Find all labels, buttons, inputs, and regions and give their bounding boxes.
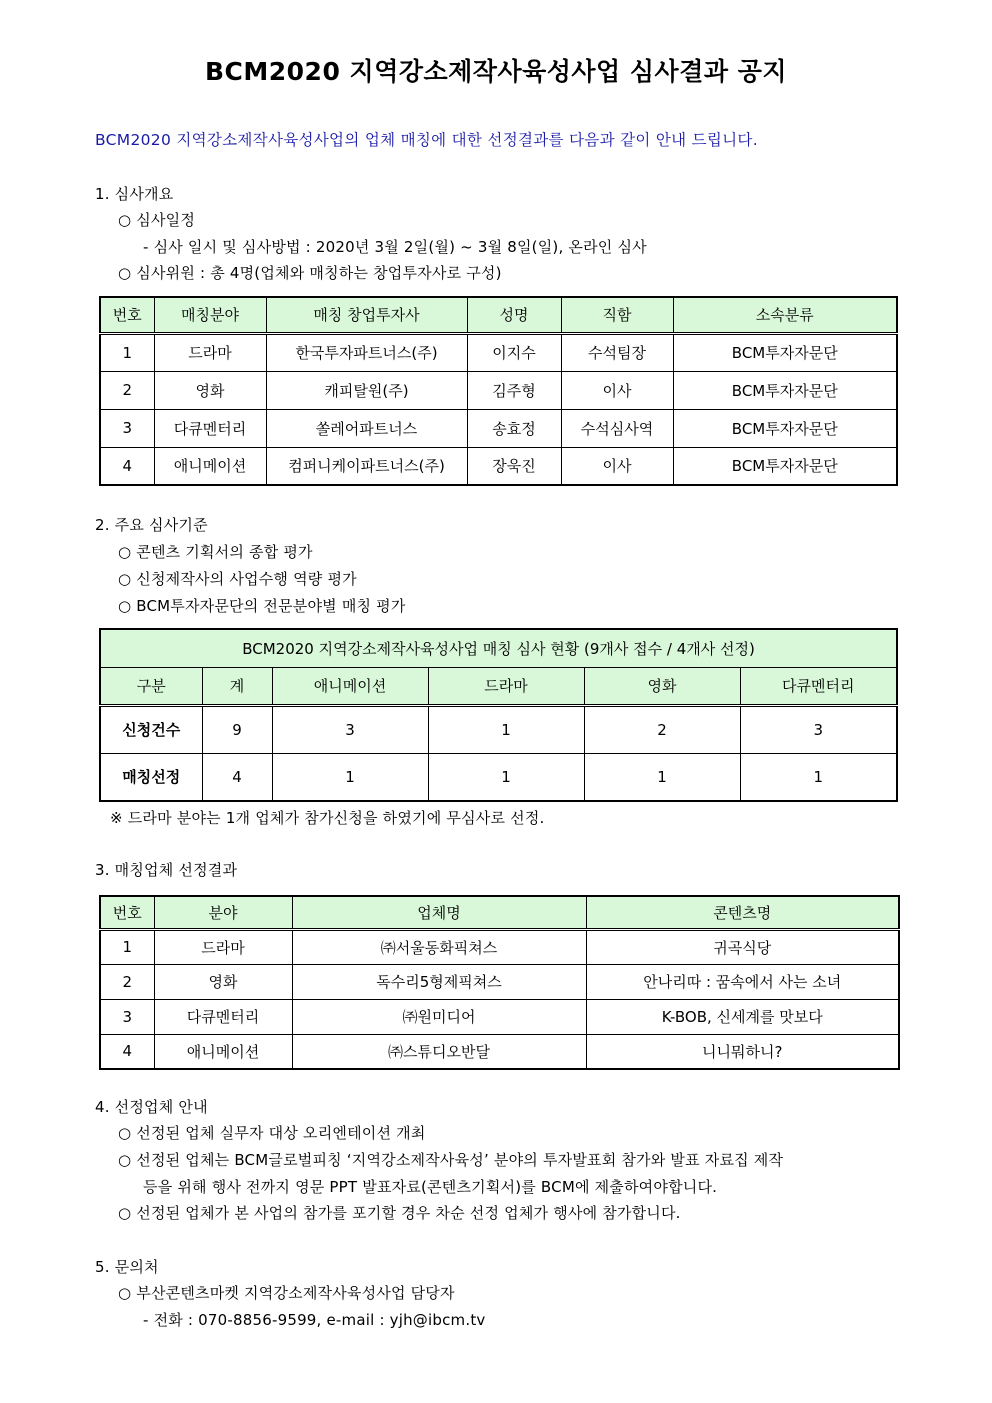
section4-item2: ○ 선정된 업체는 BCM글로벌피칭 ‘지역강소제작사육성’ 분야의 투자발표회 참가와 발표 자료집 제작 xyxy=(118,1151,784,1169)
table-cell: 귀곡식당 xyxy=(586,929,899,964)
col-header: 매칭분야 xyxy=(154,297,266,333)
section4-item2-cont: 등을 위해 행사 전까지 영문 PPT 발표자료(콘텐츠기획서)를 BCM에 제출하여야합니다. xyxy=(143,1178,718,1196)
table-row xyxy=(100,999,899,1034)
section5-contact: - 전화 : 070-8856-9599, e-mail : yjh@ibcm.tv xyxy=(143,1311,486,1329)
table-cell: BCM투자자문단 xyxy=(673,371,897,409)
table-cell: 다큐멘터리 xyxy=(154,409,266,447)
section5-heading: 5. 문의처 xyxy=(95,1258,159,1276)
table-cell: 2 xyxy=(100,964,154,999)
table-cell: 한국투자파트너스(주) xyxy=(266,333,467,371)
table-cell: BCM투자자문단 xyxy=(673,409,897,447)
col-header: 다큐멘터리 xyxy=(740,667,897,705)
table-cell: 이사 xyxy=(561,371,673,409)
section1-heading: 1. 심사개요 xyxy=(95,185,174,203)
judges-table xyxy=(99,296,898,486)
screening-table-header xyxy=(100,667,897,705)
col-header: 계 xyxy=(202,667,272,705)
table-cell: 4 xyxy=(202,753,272,801)
screening-status-table xyxy=(99,628,898,802)
table-cell: 1 xyxy=(428,753,584,801)
selection-results-table xyxy=(99,895,900,1070)
table-cell: 안나리따 : 꿈속에서 사는 소녀 xyxy=(586,964,899,999)
section4-item3: ○ 선정된 업체가 본 사업의 참가를 포기할 경우 차순 선정 업체가 행사에 참가합니다. xyxy=(118,1204,681,1222)
table-cell: 애니메이션 xyxy=(154,447,266,485)
table-cell: 9 xyxy=(202,705,272,753)
section2-item: ○ 콘텐츠 기획서의 종합 평가 xyxy=(118,543,313,561)
table-cell: 1 xyxy=(272,753,428,801)
section5-item1: ○ 부산콘텐츠마켓 지역강소제작사육성사업 담당자 xyxy=(118,1284,455,1302)
section2-item: ○ BCM투자자문단의 전문분야별 매칭 평가 xyxy=(118,597,406,615)
table-cell: 4 xyxy=(100,1034,154,1069)
table-cell: 드라마 xyxy=(154,929,292,964)
col-header: 번호 xyxy=(100,896,154,929)
table-cell: 1 xyxy=(740,753,897,801)
table-row xyxy=(100,929,899,964)
table-cell: 2 xyxy=(584,705,740,753)
table-cell: 3 xyxy=(100,999,154,1034)
table-row xyxy=(100,705,897,753)
table-cell: 수석팀장 xyxy=(561,333,673,371)
table-cell: 애니메이션 xyxy=(154,1034,292,1069)
section1-item1: ○ 심사일정 xyxy=(118,211,196,229)
table-cell: 영화 xyxy=(154,964,292,999)
table-cell: 캐피탈원(주) xyxy=(266,371,467,409)
table-cell: 드라마 xyxy=(154,333,266,371)
col-header: 성명 xyxy=(467,297,561,333)
table-cell: 3 xyxy=(740,705,897,753)
table-row xyxy=(100,753,897,801)
table-cell: 이지수 xyxy=(467,333,561,371)
section1-item1-sub: - 심사 일시 및 심사방법 : 2020년 3월 2일(월) ~ 3월 8일(일), 온라인 심사 xyxy=(143,238,647,256)
table-row xyxy=(100,409,897,447)
row-label: 매칭선정 xyxy=(100,753,202,801)
section4-item1: ○ 선정된 업체 실무자 대상 오리엔테이션 개최 xyxy=(118,1124,426,1142)
col-header: 업체명 xyxy=(292,896,586,929)
col-header: 직함 xyxy=(561,297,673,333)
table-cell: 1 xyxy=(100,333,154,371)
col-header: 소속분류 xyxy=(673,297,897,333)
table-cell: 1 xyxy=(100,929,154,964)
section2-note: ※ 드라마 분야는 1개 업체가 참가신청을 하였기에 무심사로 선정. xyxy=(110,809,545,827)
table-cell: 3 xyxy=(272,705,428,753)
section4-heading: 4. 선정업체 안내 xyxy=(95,1098,208,1116)
table-cell: 1 xyxy=(584,753,740,801)
row-label: 신청건수 xyxy=(100,705,202,753)
table-cell: 다큐멘터리 xyxy=(154,999,292,1034)
col-header: 분야 xyxy=(154,896,292,929)
table-cell: 영화 xyxy=(154,371,266,409)
col-header: 영화 xyxy=(584,667,740,705)
table-cell: 3 xyxy=(100,409,154,447)
table-cell: 1 xyxy=(428,705,584,753)
judges-table-header xyxy=(100,297,897,333)
table-cell: K-BOB, 신세계를 맛보다 xyxy=(586,999,899,1034)
table-cell: 송효정 xyxy=(467,409,561,447)
table-row xyxy=(100,964,899,999)
table-cell: 수석심사역 xyxy=(561,409,673,447)
screening-table-caption-row xyxy=(100,629,897,667)
table-row xyxy=(100,333,897,371)
results-table-header xyxy=(100,896,899,929)
section2-heading: 2. 주요 심사기준 xyxy=(95,516,208,534)
section1-item2: ○ 심사위원 : 총 4명(업체와 매칭하는 창업투자사로 구성) xyxy=(118,264,502,282)
table-cell: 김주형 xyxy=(467,371,561,409)
table-cell: 쏠레어파트너스 xyxy=(266,409,467,447)
section2-item: ○ 신청제작사의 사업수행 역량 평가 xyxy=(118,570,357,588)
section3-heading: 3. 매칭업체 선정결과 xyxy=(95,861,238,879)
table-row xyxy=(100,371,897,409)
table-cell: 니니뭐하니? xyxy=(586,1034,899,1069)
col-header: 매칭 창업투자사 xyxy=(266,297,467,333)
table-cell: 이사 xyxy=(561,447,673,485)
table-cell: ㈜서울동화픽쳐스 xyxy=(292,929,586,964)
table-cell: 2 xyxy=(100,371,154,409)
table-row xyxy=(100,1034,899,1069)
screening-table-caption: BCM2020 지역강소제작사육성사업 매칭 심사 현황 (9개사 접수 / 4개사 선정) xyxy=(100,629,897,667)
page-title: BCM2020 지역강소제작사육성사업 심사결과 공지 xyxy=(204,57,788,86)
table-cell: 4 xyxy=(100,447,154,485)
table-cell: ㈜스튜디오반달 xyxy=(292,1034,586,1069)
col-header: 구분 xyxy=(100,667,202,705)
table-cell: 독수리5형제픽쳐스 xyxy=(292,964,586,999)
col-header: 애니메이션 xyxy=(272,667,428,705)
col-header: 콘텐츠명 xyxy=(586,896,899,929)
intro-text: BCM2020 지역강소제작사육성사업의 업체 매칭에 대한 선정결과를 다음과 같이 안내 드립니다. xyxy=(95,131,758,149)
table-cell: BCM투자자문단 xyxy=(673,333,897,371)
table-cell: 장욱진 xyxy=(467,447,561,485)
table-cell: ㈜원미디어 xyxy=(292,999,586,1034)
table-cell: BCM투자자문단 xyxy=(673,447,897,485)
table-row xyxy=(100,447,897,485)
table-cell: 컴퍼니케이파트너스(주) xyxy=(266,447,467,485)
col-header: 드라마 xyxy=(428,667,584,705)
col-header: 번호 xyxy=(100,297,154,333)
